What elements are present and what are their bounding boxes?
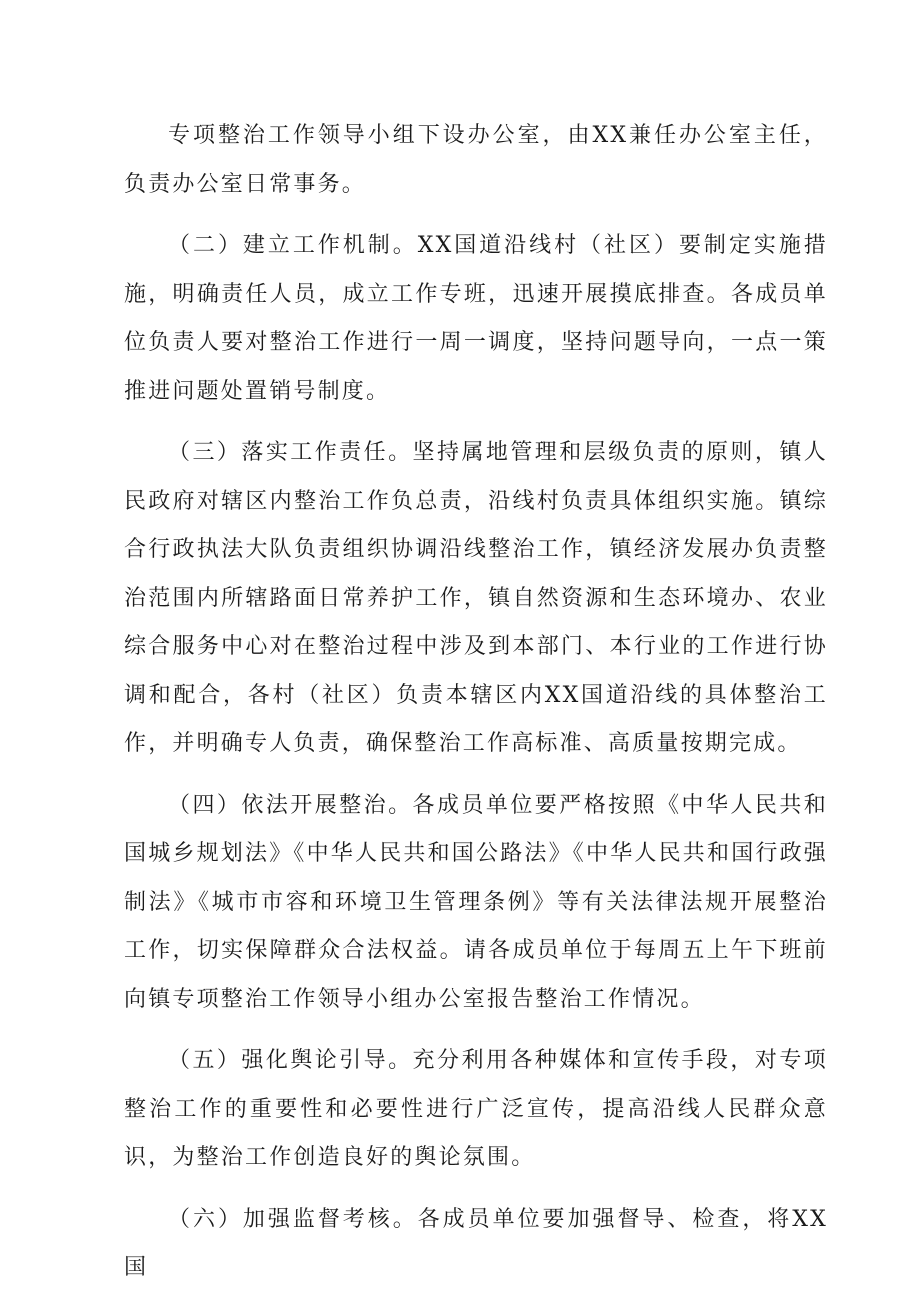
paragraph-work-responsibility: （三）落实工作责任。坚持属地管理和层级负责的原则，镇人民政府对辖区内整治工作负总责，沿线村负责具体组织实施。镇综合行政执法大队负责组织协调沿线整治工作，镇经济发展办负责整治范围内所辖路面日常养护工作，镇自然资源和生态环境办、农业综合服务中心对在整治过程中涉及到本部门、本行业的工作进行协调和配合，各村（社区）负责本辖区内XX国道沿线的具体整治工作，并明确专人负责，确保整治工作高标准、高质量按期完成。 [124,440,828,756]
paragraph-work-mechanism: （二）建立工作机制。XX国道沿线村（社区）要制定实施措施，明确责任人员，成立工作专班，迅速开展摸底排查。各成员单位负责人要对整治工作进行一周一调度，坚持问题导向，一点一策推进问题处置销号制度。 [124,233,828,404]
paragraph-office-setup: 专项整治工作领导小组下设办公室，由XX兼任办公室主任，负责办公室日常事务。 [124,123,828,197]
paragraph-public-opinion: （五）强化舆论引导。充分利用各种媒体和宣传手段，对专项整治工作的重要性和必要性进行广泛宣传，提高沿线人民群众意识，为整治工作创造良好的舆论氛围。 [124,1048,828,1170]
paragraph-supervision: （六）加强监督考核。各成员单位要加强督导、检查，将XX国 [124,1206,828,1280]
document-body [124,112,828,1306]
paragraph-legal-rectification: （四）依法开展整治。各成员单位要严格按照《中华人民共和国城乡规划法》《中华人民共和国公路法》《中华人民共和国行政强制法》《城市市容和环境卫生管理条例》等有关法律法规开展整治工作，切实保障群众合法权益。请各成员单位于每周五上午下班前向镇专项整治工作领导小组办公室报告整治工作情况。 [124,792,829,1012]
